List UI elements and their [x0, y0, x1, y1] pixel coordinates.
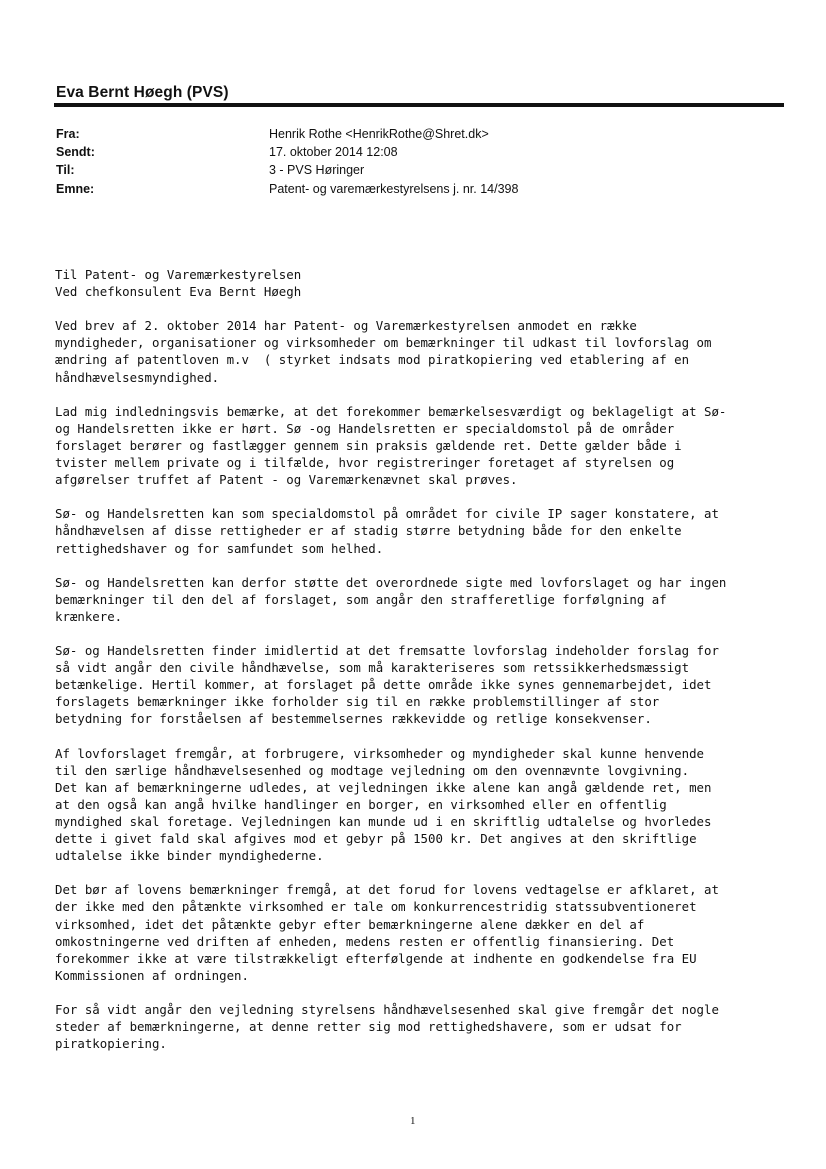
- meta-value-subject: Patent- og varemærkestyrelsens j. nr. 14/398: [269, 181, 519, 196]
- meta-row-to: [56, 161, 518, 179]
- email-meta-block: [56, 125, 518, 198]
- meta-row-subject: [56, 180, 518, 198]
- meta-label-from: Fra:: [56, 127, 80, 141]
- body-paragraph: Sø- og Handelsretten kan som specialdomstol på området for civile IP sager konstatere, at håndhævelsen af disse rettigheder er af stadig større betydning både for den enkelte rettighedshaver og for samfundet som helhed.: [55, 506, 719, 556]
- sender-name-heading: Eva Bernt Høegh (PVS): [56, 84, 229, 101]
- meta-label-subject: Emne:: [56, 181, 95, 196]
- page-number: 1: [410, 1115, 416, 1127]
- meta-row-from: [56, 125, 518, 143]
- greeting-paragraph: Til Patent- og Varemærkestyrelsen Ved chefkonsulent Eva Bernt Høegh: [55, 267, 302, 300]
- meta-row-sent: [56, 143, 518, 161]
- header-divider: [54, 103, 784, 107]
- body-paragraph: Sø- og Handelsretten finder imidlertid at det fremsatte lovforslag indeholder forslag for så vidt angår den civile håndhævelse, som må karakteriseres som retssikkerhedsmæssigt betænkelige. Hertil kommer, at forslaget på dette område ikke synes gennemarbejdet, idet forslagets bemærkninger ikke forholder sig til en række problemstillinger af stor betydning for forståelsen af bestemmelsernes rækkevidde og retlige konsekvenser.: [55, 643, 719, 727]
- body-paragraph: Af lovforslaget fremgår, at forbrugere, virksomheder og myndigheder skal kunne henvende til den særlige håndhævelsesenhed og modtage vejledning om den ovennævnte lovgivning. Det kan af bemærkningerne udledes, at vejledningen ikke alene kan angå gældende ret, men at den også kan angå hvilke handlinger en borger, en virksomhed eller en offentlig myndighed skal foretage. Vejledningen kan munde ud i en skriftlig udtalelse og hvorledes dette i givet fald skal afgives mod et gebyr på 1500 kr. Det angives at den skriftlige udtalelse ikke binder myndighederne.: [55, 745, 712, 864]
- body-paragraph: Ved brev af 2. oktober 2014 har Patent- og Varemærkestyrelsen anmodet en række myndigheder, organisationer og virksomheder om bemærkninger til udkast til lovforslag om ændring af patentloven m.v ( styrket indsats mod piratkopiering ved etablering af en håndhævelsesmyndighed.: [55, 318, 712, 385]
- meta-value-to: 3 - PVS Høringer: [269, 163, 365, 178]
- body-paragraph: For så vidt angår den vejledning styrelsens håndhævelsesenhed skal give fremgår det nogle steder af bemærkningerne, at denne retter sig mod rettighedshavere, som er udsat for piratkopiering.: [55, 1002, 719, 1052]
- meta-value-sent: 17. oktober 2014 12:08: [269, 145, 398, 160]
- meta-label-sent: Sendt:: [56, 145, 95, 160]
- body-paragraph: Sø- og Handelsretten kan derfor støtte det overordnede sigte med lovforslaget og har ingen bemærkninger til den del af forslaget, som angår den strafferetlige forfølgning af krænkere.: [55, 574, 727, 624]
- body-paragraph: Lad mig indledningsvis bemærke, at det forekommer bemærkelsesværdigt og beklageligt at Sø- og Handelsretten ikke er hørt. Sø -og Handelsretten er specialdomstol på de områder forslaget berører og fastlægger gennem sin praksis gældende ret. Dette gælder både i tvister mellem private og i tilfælde, hvor registreringer foretaget af styrelsen og afgørelser truffet af Patent - og Varemærkenævnet skal prøves.: [55, 403, 727, 488]
- meta-label-to: Til:: [56, 163, 75, 178]
- email-body: [55, 266, 785, 1069]
- meta-value-from: Henrik Rothe <HenrikRothe@Shret.dk>: [269, 127, 489, 141]
- body-paragraph: Det bør af lovens bemærkninger fremgå, at det forud for lovens vedtagelse er afklaret, at der ikke med den påtænkte virksomhed er tale om konkurrencestridig statssubventioneret virksomhed, idet det påtænkte gebyr efter bemærkningerne alene dækker en del af omkostningerne ved driften af enheden, medens resten er offentlig finansiering. Det forekommer ikke at være tilstrækkeligt efterfølgende at indhente en godkendelse fra EU Kommissionen af ordningen.: [55, 882, 719, 983]
